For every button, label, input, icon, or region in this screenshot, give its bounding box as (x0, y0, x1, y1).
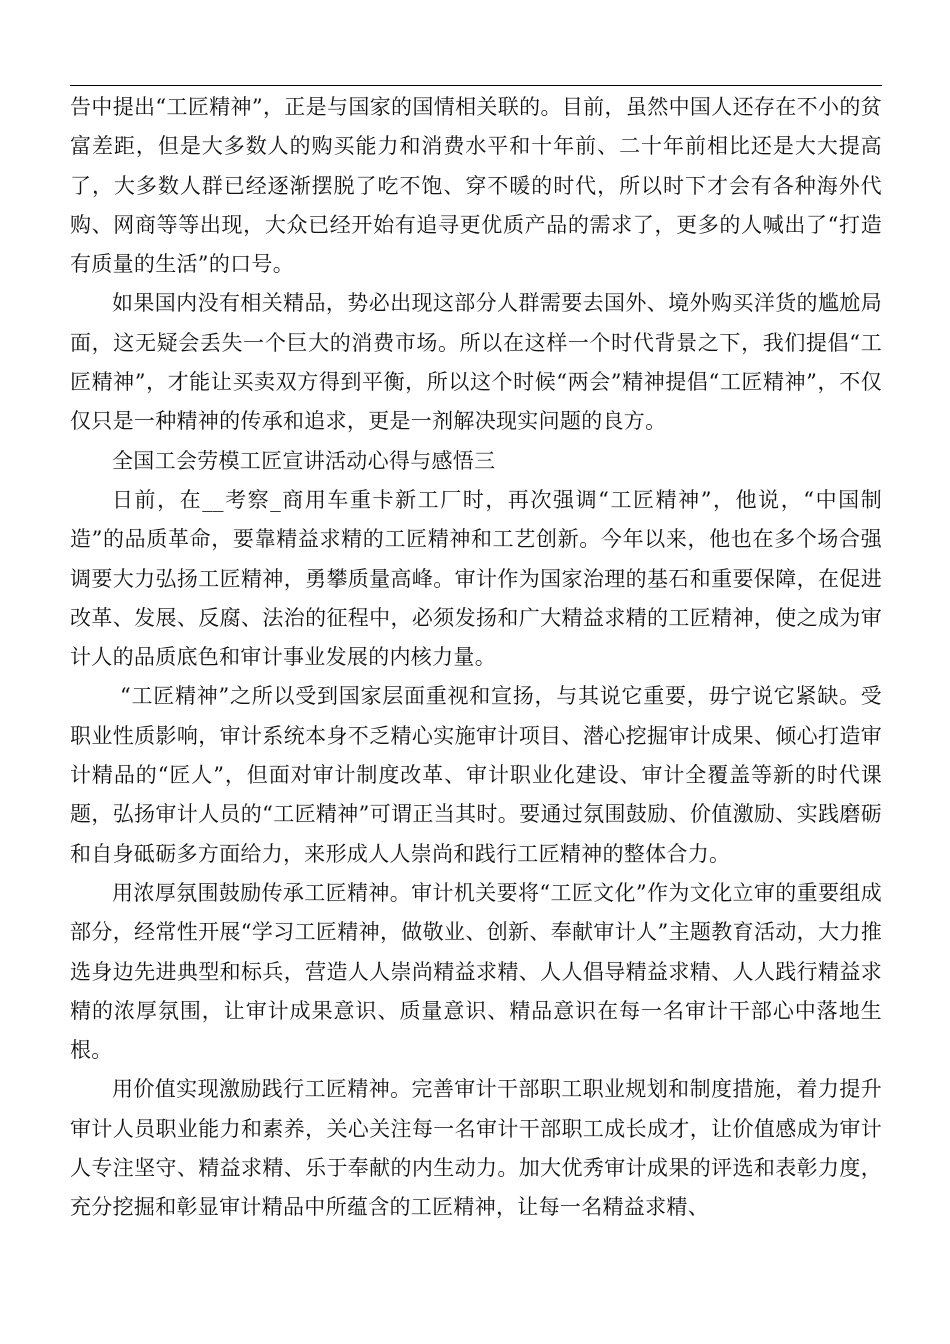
paragraph: 日前，在__考察_商用车重卡新工厂时，再次强调“工匠精神”，他说，“中国制造”的品质革命，要靠精益求精的工匠精神和工艺创新。今年以来，他也在多个场合强调要大力弘扬工匠精神，勇攀质量高峰。审计作为国家治理的基石和重要保障，在促进改革、发展、反腐、法治的征程中，必须发扬和广大精益求精的工匠精神，使之成为审计人的品质底色和审计事业发展的内核力量。 (70, 487, 882, 670)
section-heading: 全国工会劳模工匠宣讲活动心得与感悟三 (112, 448, 496, 473)
document-body (70, 88, 882, 1228)
paragraph-continuation: 告中提出“工匠精神”，正是与国家的国情相关联的。目前，虽然中国人还存在不小的贫富差距，但是大多数人的购买能力和消费水平和十年前、二十年前相比还是大大提高了，大多数人群已经逐渐摆脱了吃不饱、穿不暖的时代，所以时下才会有各种海外代购、网商等等出现，大众已经开始有追寻更优质产品的需求了，更多的人喊出了“打造有质量的生活”的口号。 (70, 95, 882, 277)
header-rule (70, 85, 882, 86)
paragraph: 用浓厚氛围鼓励传承工匠精神。审计机关要将“工匠文化”作为文化立审的重要组成部分，经常性开展“学习工匠精神，做敬业、创新、奉献审计人”主题教育活动，大力推选身边先进典型和标兵，营造人人崇尚精益求精、人人倡导精益求精、人人践行精益求精的浓厚氛围，让审计成果意识、质量意识、精品意识在每一名审计干部心中落地生根。 (70, 880, 882, 1063)
paragraph: 如果国内没有相关精品，势必出现这部分人群需要去国外、境外购买洋货的尴尬局面，这无疑会丢失一个巨大的消费市场。所以在这样一个时代背景之下，我们提倡“工匠精神”，才能让买卖双方得到平衡，所以这个时候“两会”精神提倡“工匠精神”，不仅仅只是一种精神的传承和追求，更是一剂解决现实问题的良方。 (70, 291, 882, 434)
paragraph: “工匠精神”之所以受到国家层面重视和宣扬，与其说它重要，毋宁说它紧缺。受职业性质影响，审计系统本身不乏精心实施审计项目、潜心挖掘审计成果、倾心打造审计精品的“匠人”，但面对审计制度改革、审计职业化建设、审计全覆盖等新的时代课题，弘扬审计人员的“工匠精神”可谓正当其时。要通过氛围鼓励、价值激励、实践磨砺和自身砥砺多方面给力，来形成人人崇尚和践行工匠精神的整体合力。 (70, 684, 882, 866)
paragraph: 用价值实现激励践行工匠精神。完善审计干部职工职业规划和制度措施，着力提升审计人员职业能力和素养，关心关注每一名审计干部职工成长成才，让价值感成为审计人专注坚守、精益求精、乐于奉献的内生动力。加大优秀审计成果的评选和表彰力度，充分挖掘和彰显审计精品中所蕴含的工匠精神，让每一名精益求精、 (70, 1077, 882, 1220)
